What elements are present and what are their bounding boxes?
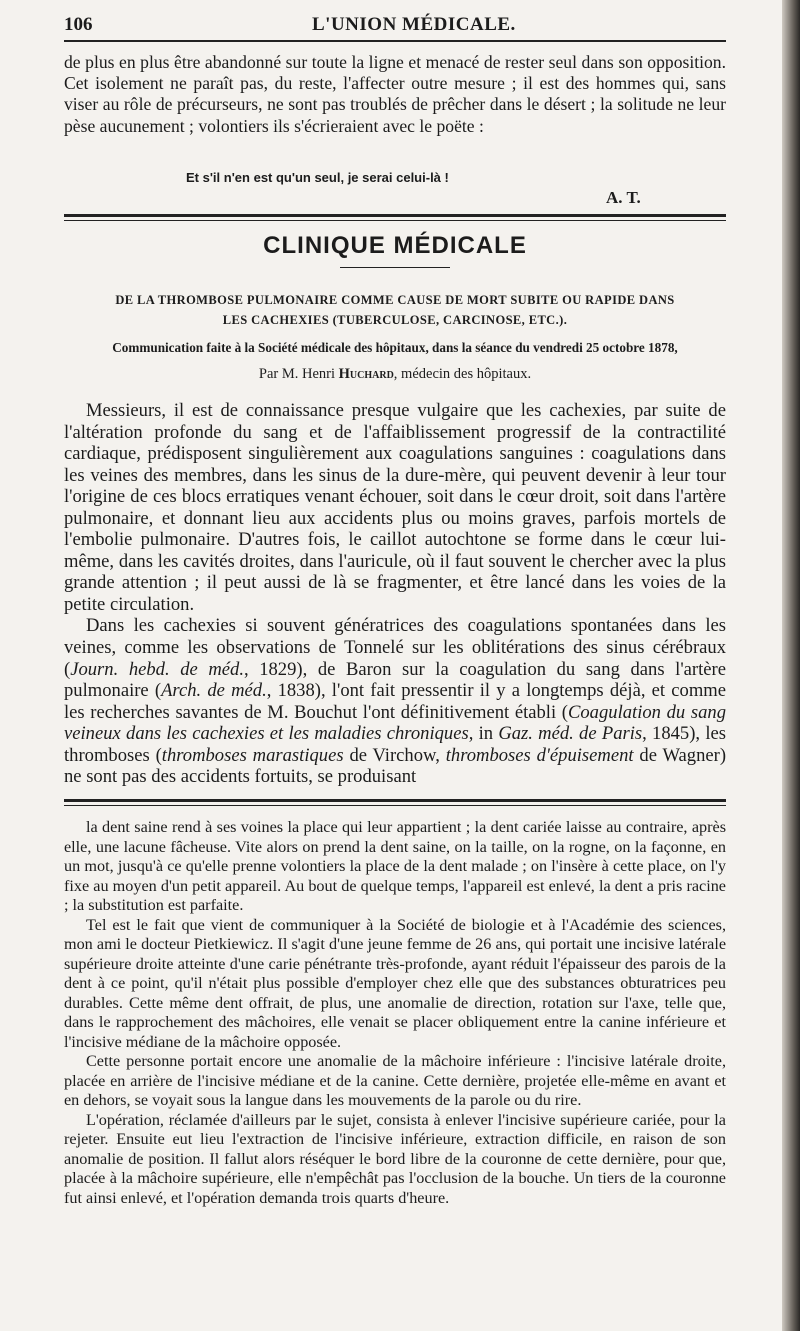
author-name: Huchard [338,366,394,382]
p2-text-d: , in [468,723,499,745]
intro-signature: A. T. [606,188,641,207]
section-rule-top [64,214,726,217]
header-rule [64,40,726,42]
p2-text-c: , 1838), l'ont fait pressentir il y a longtemps déjà, et comme les recherches savantes de M. Bouchut l'ont définitivement établi ( [64,680,727,723]
article-title-line-1: DE LA THROMBOSE PULMONAIRE COMME CAUSE DE MORT SUBITE OU RAPIDE DANS [115,293,675,307]
communication-note: Communication faite à la Société médicale des hôpitaux, dans la séance du vendredi 25 octobre 1878, [112,340,678,355]
section-rule-top-thin [64,220,726,221]
author-suffix: , médecin des hôpitaux. [393,366,532,382]
p2-text-e: , 1845), les thromboses ( [64,723,726,766]
p2-text-g: de Wagner) ne sont pas des accidents fortuits, se produisant [64,744,727,788]
author-line [64,366,726,383]
feuilleton-paragraph-3: Cette personne portait encore une anomalie de la mâchoire inférieure : l'incisive latérale droite, placée en arrière de l'incisive médiane et de la canine. Cette dernière, projetée elle-même en avant et en dehors, se voyait sous la langue dans les mouvements de la parole ou du rire. [64,1052,726,1109]
p2-text-f: de Virchow, [343,744,446,766]
p2-ref-journal: Journ. hebd. de méd. [70,658,244,680]
page-number: 106 [64,14,93,35]
poem-quote: Et s'il n'en est qu'un seul, je serai celui-là ! [186,170,449,185]
feuilleton-paragraph-4: L'opération, réclamée d'ailleurs par le sujet, consista à enlever l'incisive supérieure cariée, pour la rejeter. Ensuite eut lieu l'extraction de l'incisive inférieure, extraction difficile, en raison de son anomalie de position. Il fallut alors réséquer le bord libre de la couronne de cette dernière, pour que, placée à la mâchoire supérieure, elle n'empêchât pas l'occlusion de la bouche. Un tiers de la couronne fut ainsi enlevé, et l'opération demanda trois quarts d'heure. [64,1110,726,1207]
section-title-underline [340,267,450,268]
book-spine-shadow [782,0,800,1331]
feuilleton-paragraph-2: Tel est le fait que vient de communiquer à la Société de biologie et à l'Académie des sciences, mon ami le docteur Pietkiewicz. Il s'agit d'une jeune femme de 26 ans, qui portait une incisive latérale supérieure droite atteinte d'une carie pénétrante très-profonde, ayant réduit l'épaisseur des parois de la dent à ce point, qu'il n'était plus possible d'employer chez elle que des substances obturatrices peu durables. Cette même dent offrait, de plus, une anomalie de direction, rotation sur l'axe, telle que, dans le rapprochement des mâchoires, elle venait se placer obliquement entre la canine inférieure et l'incisive médiane de la mâchoire opposée. [64,915,726,1051]
p2-text-a: Dans les cachexies si souvent génératrices des coagulations spontanées dans les veines, comme les observations de Tonnelé sur les oblitérations des sinus cérébraux ( [64,615,726,680]
article-title-line-2: LES CACHEXIES (TUBERCULOSE, CARCINOSE, ETC.). [222,313,568,327]
intro-text [64,52,726,137]
p2-ref-bouchut: Coagulation du sang veineux dans les cachexies et les maladies chroniques [64,701,726,745]
page-header [64,8,726,38]
article-paragraph-1: Messieurs, il est de connaissance presque vulgaire que les cachexies, par suite de l'altération profonde du sang et de l'affaiblissement progressif de la contractilité cardiaque, prédisposent singulièrement aux coagulations sanguines : coagulations dans les veines des membres, dans les sinus de la dure-mère, qui peuvent devenir à leur tour l'origine de ces blocs erratiques venant échouer, soit dans le cœur droit, soit dans l'artère pulmonaire, et donnant lieu aux accidents plus ou moins graves, parfois mortels de l'embolie pulmonaire. D'autres fois, le caillot autochtone se forme dans le cœur lui-même, dans les cavités droites, dans l'auricule, où il faut souvent le chercher avec la plus grande attention ; il peut aussi de là se fragmenter, et être lancé dans les voies de la petite circulation. [64,400,726,615]
feuilleton-rule-thin [64,805,726,806]
feuilleton-paragraph-1: la dent saine rend à ses voines la place qui leur appartient ; la dent cariée laisse au contraire, après elle, une lacune fâcheuse. Vite alors on prend la dent saine, on la taille, on la rogne, on la façonne, en un mot, jusqu'à ce qu'elle prenne volontiers la place de la dent malade ; on l'insère à cette place, on l'y fixe au moyen d'un petit appareil. Au bout de quelque temps, l'appareil est enlevé, la dent a pris racine ; la substitution est parfaite. [64,818,726,914]
p2-ref-archives: Arch. de méd. [161,680,267,702]
p2-text-b: , 1829), de Baron sur la coagulation du sang dans l'artère pulmonaire ( [64,658,726,702]
p2-ref-wagner: thromboses d'épuisement [445,744,634,766]
p2-ref-gazette: Gaz. méd. de Paris [498,723,643,745]
section-title: CLINIQUE MÉDICALE [263,232,527,259]
article-title [64,290,726,330]
intro-paragraph: de plus en plus être abandonné sur toute la ligne et menacé de rester seul dans son opposition. Cet isolement ne paraît pas, du reste, l'affecter outre mesure ; il est des hommes qui, sans viser au rôle de précurseurs, ne sont pas troublés de prêcher dans le désert ; la solitude ne leur pèse aucunement ; volontiers ils s'écrieraient avec le poëte : [64,52,726,136]
article-body [64,400,726,788]
feuilleton-text [64,818,726,1208]
author-prefix: Par M. Henri [258,366,339,382]
article-paragraph-2 [64,615,726,787]
running-title: L'UNION MÉDICALE. [312,14,516,35]
p2-ref-virchow: thromboses marastiques [161,744,344,766]
feuilleton-rule [64,799,726,802]
